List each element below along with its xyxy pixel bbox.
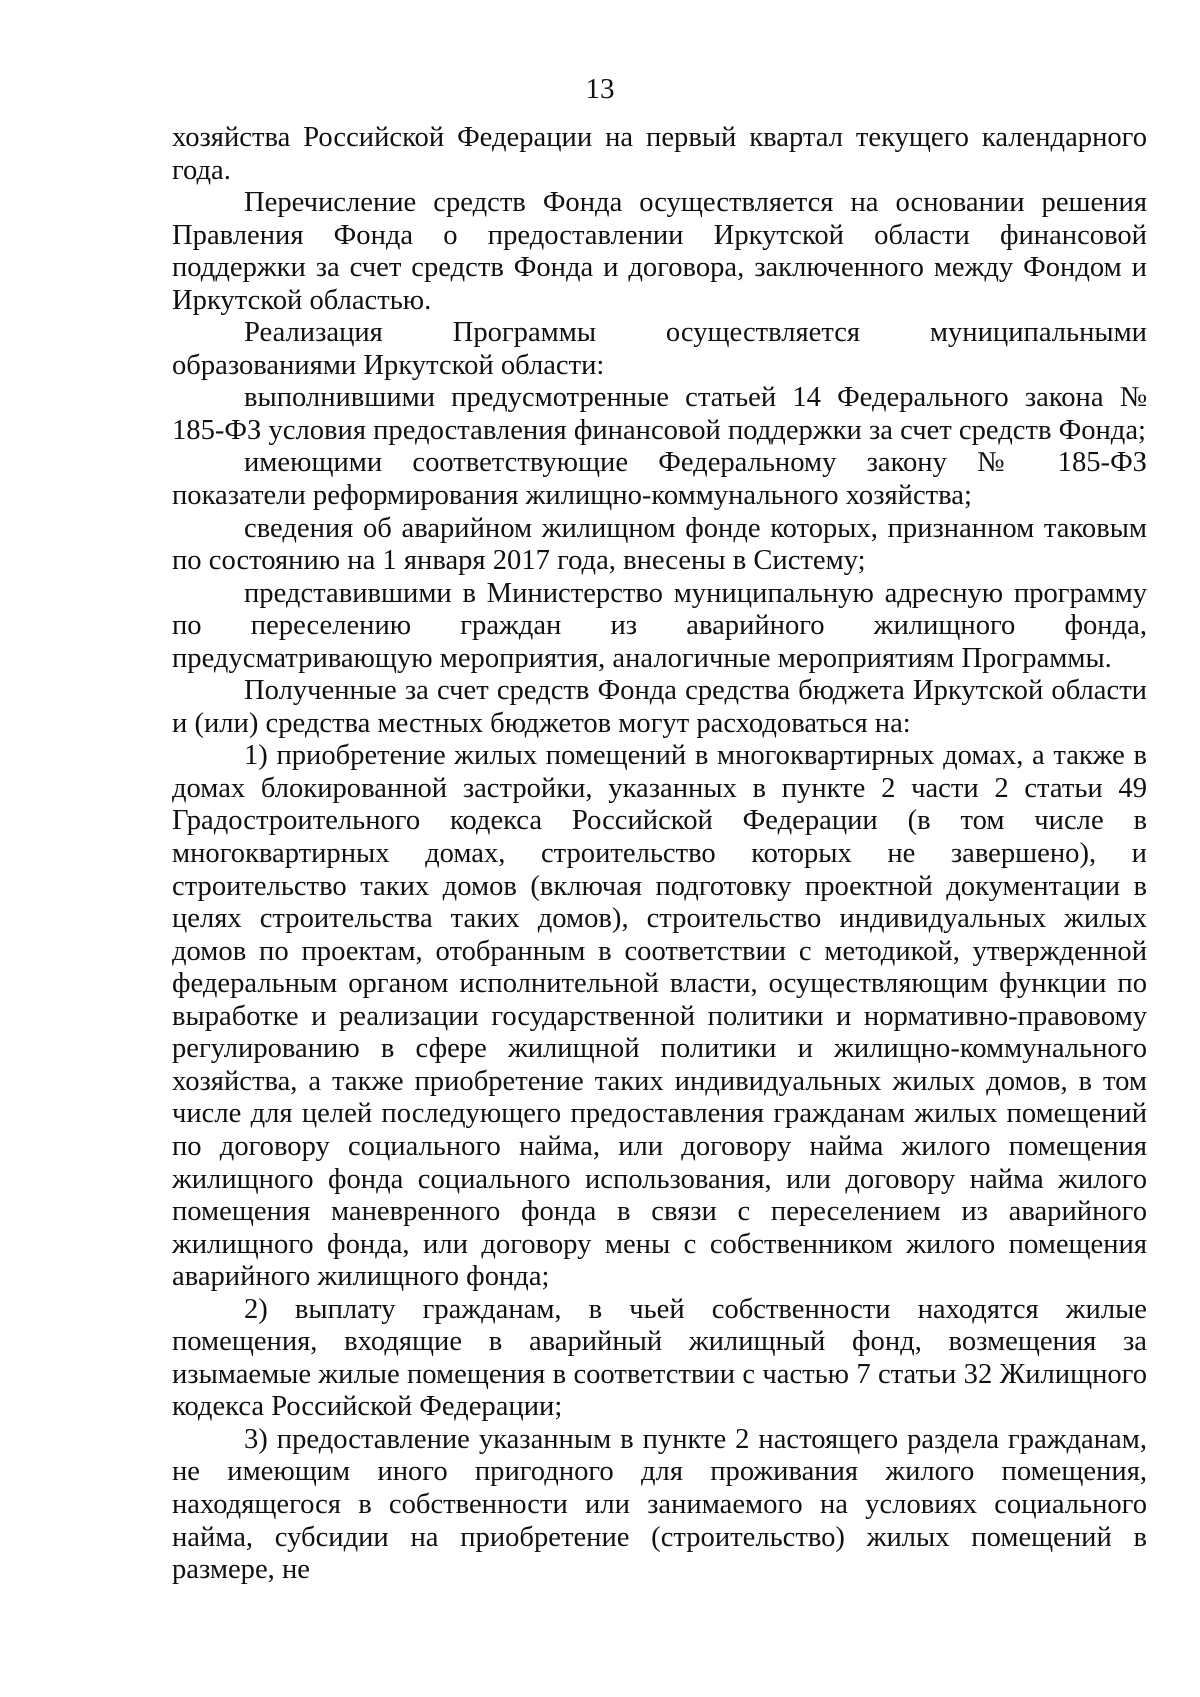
paragraph-continuation: хозяйства Российской Федерации на первый квартал текущего календарного года. (172, 122, 1147, 186)
paragraph-condition-2: имеющими соответствующие Федеральному закону № 185-ФЗ показатели реформирования жилищно-коммунального хозяйства; (172, 447, 1147, 512)
paragraph-condition-4: представившими в Министерство муниципальную адресную программу по переселению граждан из аварийного жилищного фонда, предусматривающую мероприятия, аналогичные мероприятиям Программы. (172, 577, 1147, 674)
paragraph-item-1: 1) приобретение жилых помещений в многоквартирных домах, а также в домах блокированной застройки, указанных в пункте 2 части 2 статьи 49 Градостроительного кодекса Российской Федерации (в том числе в многоквартирных домах, строительство которых не завершено), и строительство таких домов (включая подготовку проектной документации в целях строительства таких домов), строительство индивидуальных жилых домов по проектам, отобранным в соответствии с методикой, утвержденной федеральным органом исполнительной власти, осуществляющим функции по выработке и реализации государственной политики и нормативно-правовому регулированию в сфере жилищной политики и жилищно-коммунального хозяйства, а также приобретение таких индивидуальных жилых домов, в том числе для целей последующего предоставления гражданам жилых помещений по договору социального найма, или договору найма жилого помещения жилищного фонда социального использования, или договору найма жилого помещения маневренного фонда в связи с переселением из аварийного жилищного фонда, или договору мены с собственником жилого помещения аварийного жилищного фонда; (172, 740, 1147, 1293)
paragraph-item-2: 2) выплату гражданам, в чьей собственности находятся жилые помещения, входящие в аварийный жилищный фонд, возмещения за изымаемые жилые помещения в соответствии с частью 7 статьи 32 Жилищного кодекса Российской Федерации; (172, 1293, 1147, 1423)
paragraph-spending-intro: Полученные за счет средств Фонда средства бюджета Иркутской области и (или) средства местных бюджетов могут расходоваться на: (172, 675, 1147, 739)
paragraph-item-3: 3) предоставление указанным в пункте 2 настоящего раздела гражданам, не имеющим иного пригодного для проживания жилого помещения, находящегося в собственности или занимаемого на условиях социального найма, субсидии на приобретение (строительство) жилых помещений в размере, не (172, 1423, 1147, 1586)
paragraph-condition-1: выполнившими предусмотренные статьей 14 Федерального закона № 185-ФЗ условия предоставления финансовой поддержки за счет средств Фонда; (172, 382, 1147, 446)
paragraph-condition-3: сведения об аварийном жилищном фонде которых, признанном таковым по состоянию на 1 января 2017 года, внесены в Систему; (172, 512, 1147, 577)
page-number: 13 (585, 73, 615, 105)
paragraph-fund-transfer: Перечисление средств Фонда осуществляется на основании решения Правления Фонда о предоставлении Иркутской области финансовой поддержки за счет средств Фонда и договора, заключенного между Фондом и Иркутской областью. (172, 187, 1147, 316)
paragraph-program-implementation: Реализация Программы осуществляется муниципальными образованиями Иркутской области: (172, 317, 1147, 381)
document-body (172, 122, 1147, 1587)
